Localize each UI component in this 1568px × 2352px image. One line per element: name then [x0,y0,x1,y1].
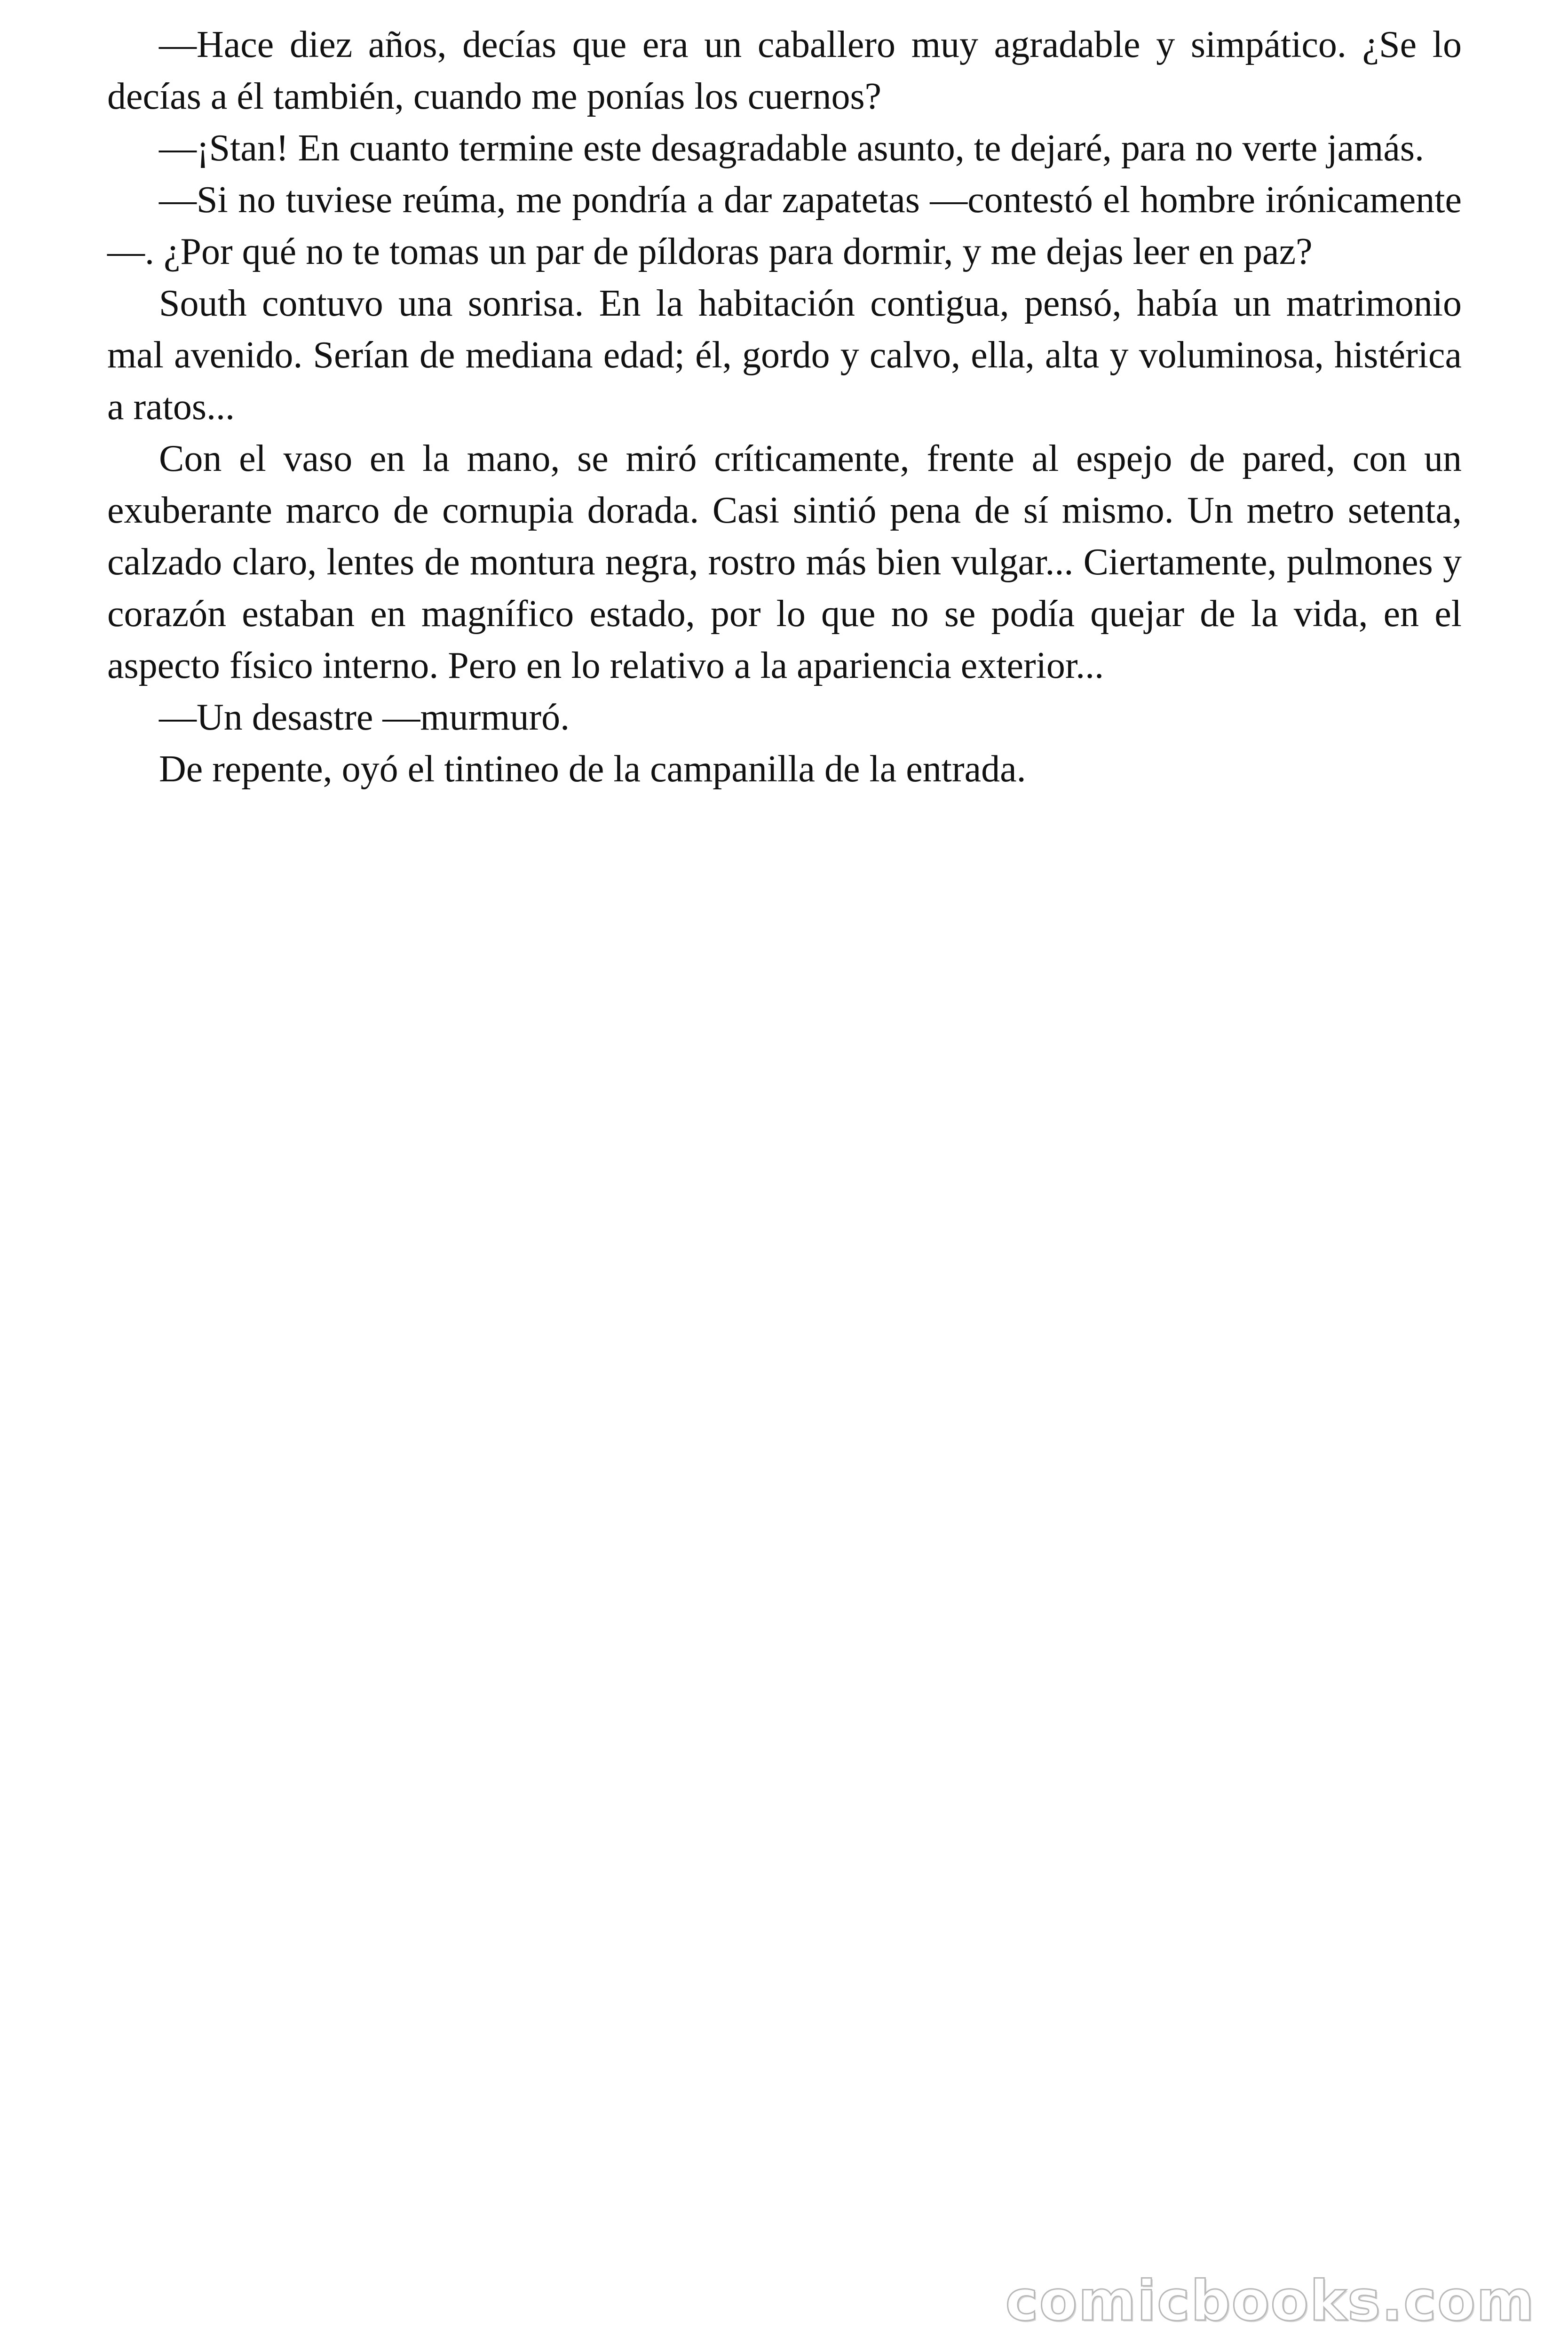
watermark: comicbooks.com [1005,2268,1535,2333]
body-text [107,19,1462,795]
paragraph: —Hace diez años, decías que era un caballero muy agradable y simpático. ¿Se lo decías a él también, cuando me ponías los cuernos? [107,24,1462,117]
paragraph: Con el vaso en la mano, se miró críticamente, frente al espejo de pared, con un exuberante marco de cornupia dorada. Casi sintió pena de sí mismo. Un metro setenta, calzado claro, lentes de montura negra, rostro más bien vulgar... Ciertamente, pulmones y corazón estaban en magnífico estado, por lo que no se podía quejar de la vida, en el aspecto físico interno. Pero en lo relativo a la apariencia exterior... [107,438,1462,686]
paragraph: De repente, oyó el tintineo de la campanilla de la entrada. [159,748,1026,790]
paragraph: South contuvo una sonrisa. En la habitación contigua, pensó, había un matrimonio mal avenido. Serían de mediana edad; él, gordo y calvo, ella, alta y voluminosa, histérica a ratos... [107,283,1462,428]
paragraph: —Un desastre —murmuró. [159,697,570,738]
paragraph: —Si no tuviese reúma, me pondría a dar zapatetas —contestó el hombre irónicamente—. ¿Por qué no te tomas un par de píldoras para dormir, y me dejas leer en paz? [107,179,1462,272]
paragraph: —¡Stan! En cuanto termine este desagradable asunto, te dejaré, para no verte jamás. [159,127,1424,169]
